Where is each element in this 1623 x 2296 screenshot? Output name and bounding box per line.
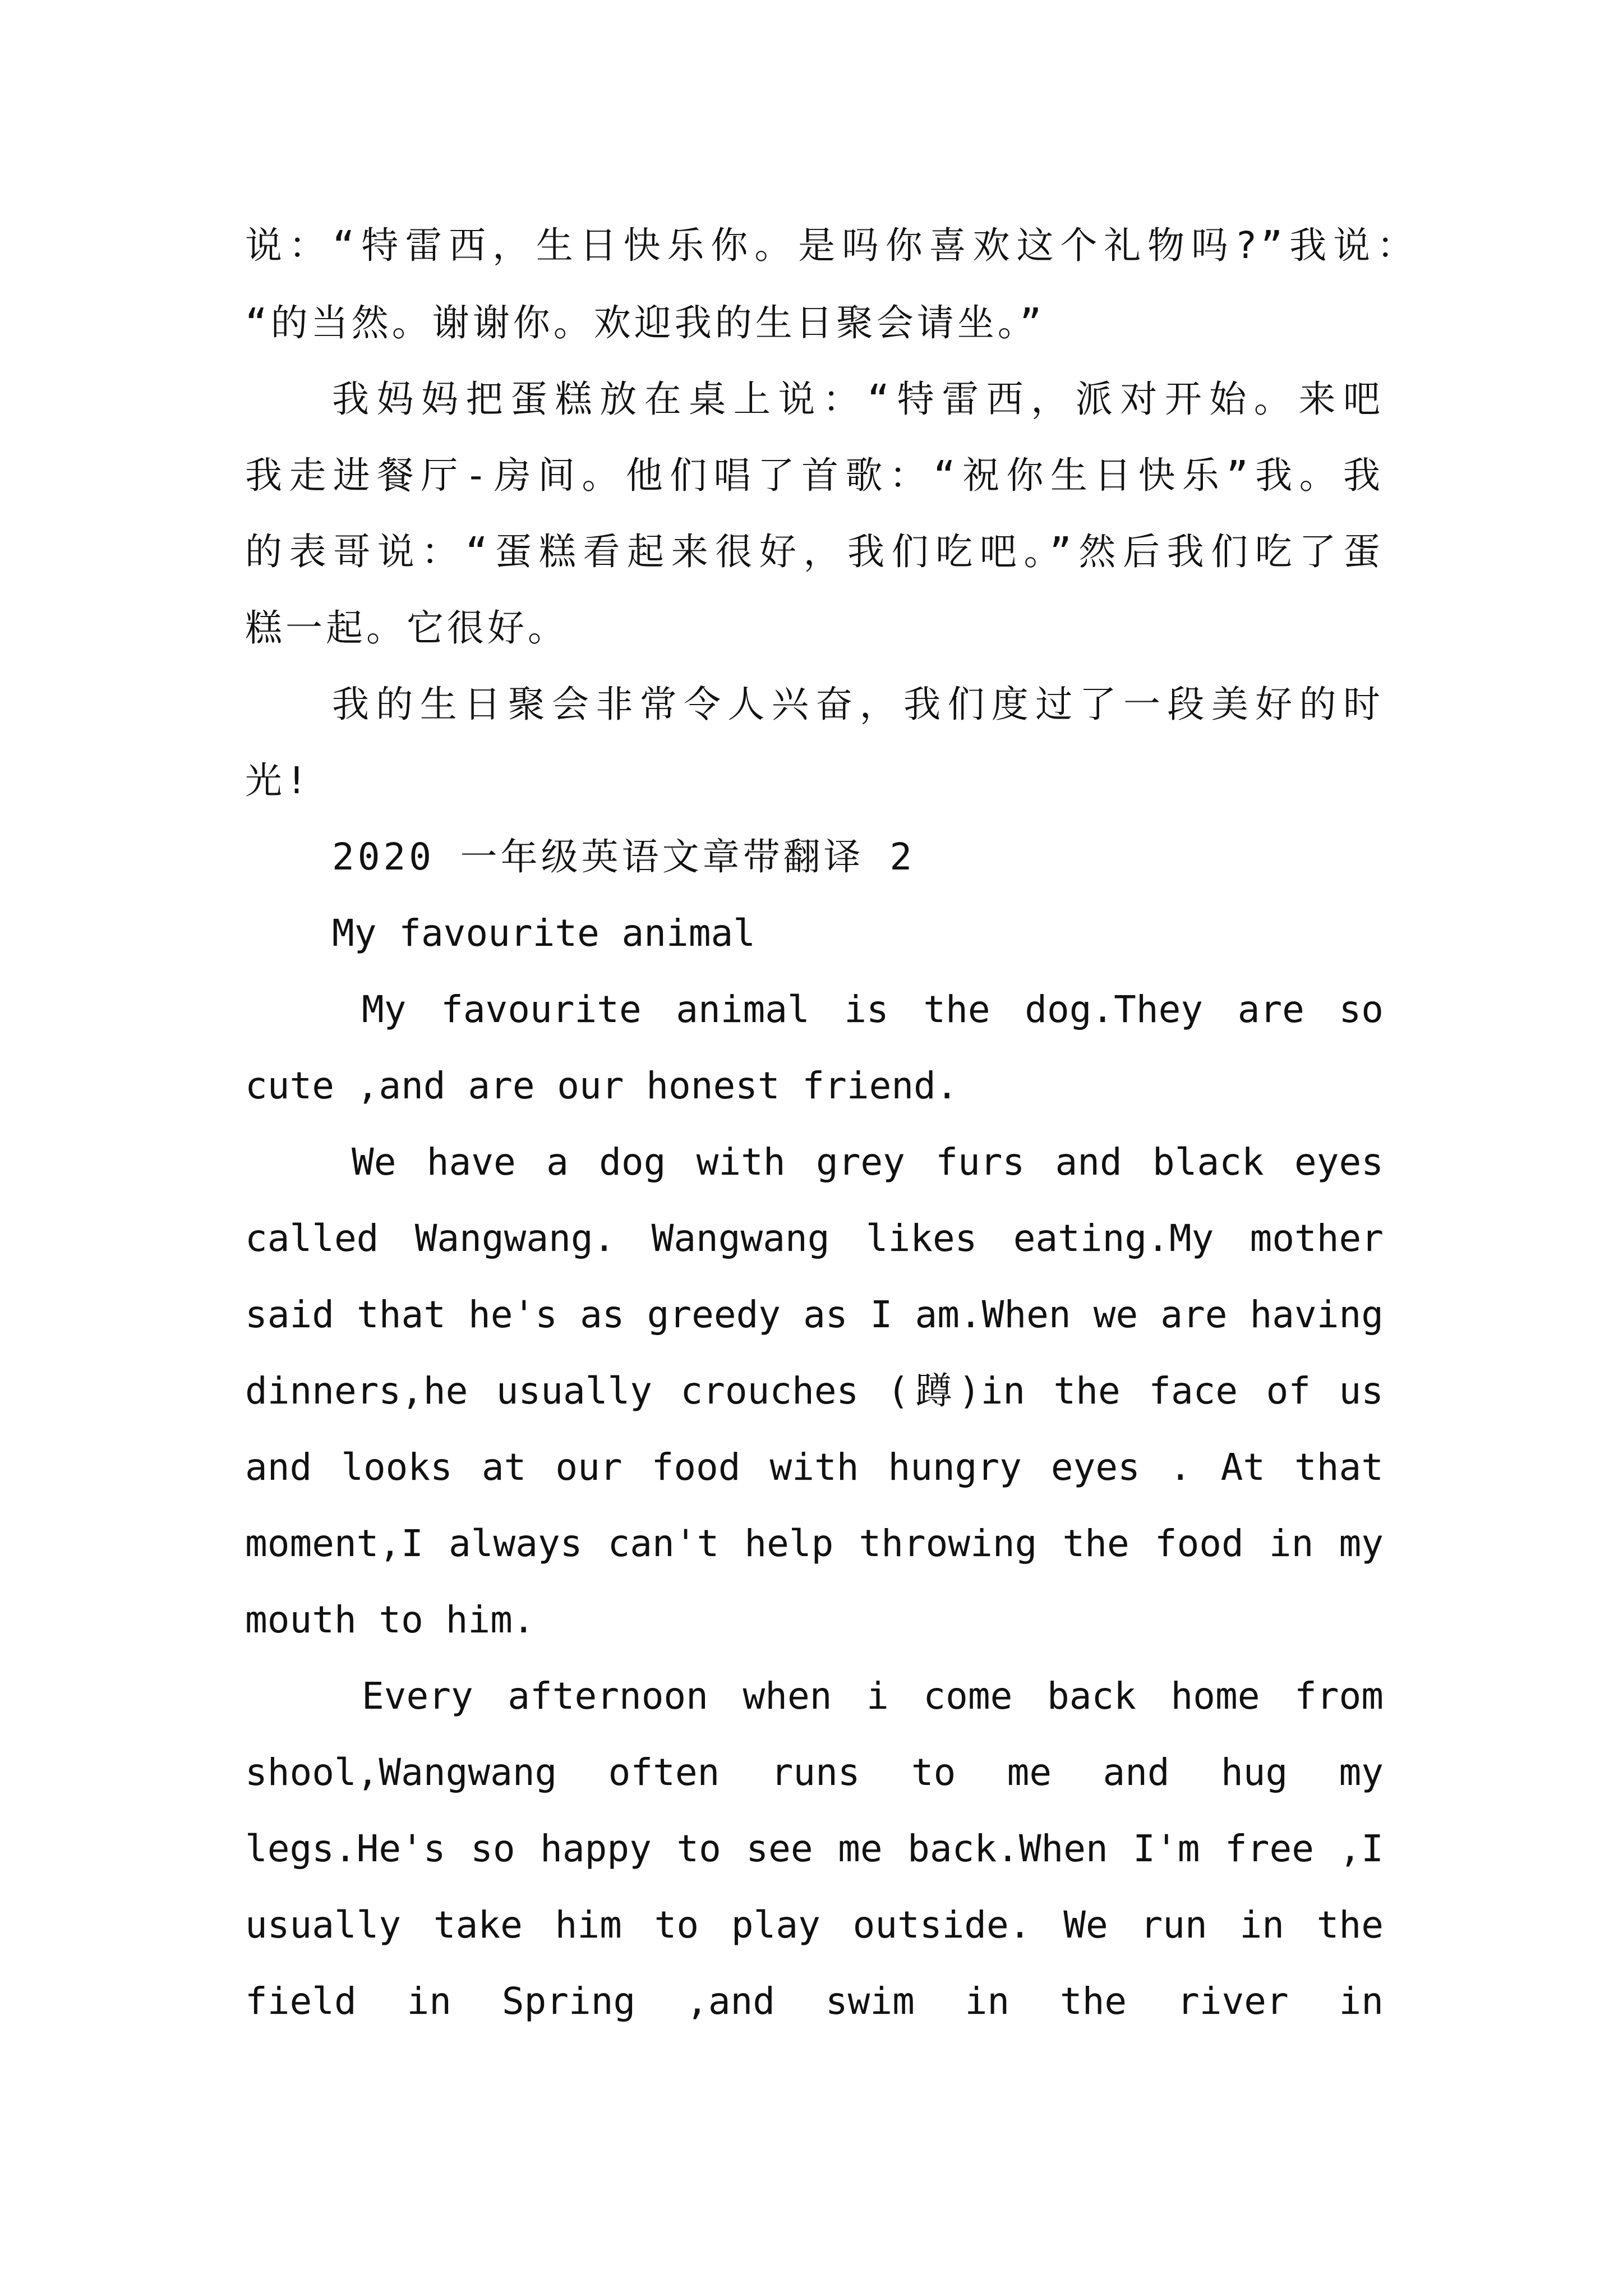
text-line: 我走进餐厅-房间。他们唱了首歌：“祝你生日快乐”我。我: [245, 454, 1384, 497]
text-line: 说：“特雷西，生日快乐你。是吗你喜欢这个礼物吗?”我说：: [245, 224, 1417, 267]
text-line: legs.He's so happy to see me back.When I'm free ,I: [245, 1827, 1384, 1870]
article-title: My favourite animal: [332, 912, 755, 955]
text-line: usually take him to play outside. We run in the: [245, 1903, 1384, 1947]
text-line: cute ,and are our honest friend.: [245, 1064, 958, 1107]
text-line: We have a dog with grey furs and black eyes: [352, 1140, 1384, 1184]
text-line: “的当然。谢谢你。欢迎我的生日聚会请坐。”: [245, 301, 1045, 344]
text-line: and looks at our food with hungry eyes . At that: [245, 1446, 1384, 1489]
text-line: shool,Wangwang often runs to me and hug my: [245, 1751, 1384, 1794]
text-line: 我的生日聚会非常令人兴奋，我们度过了一段美好的时: [332, 683, 1384, 726]
text-line: 光!: [245, 759, 311, 802]
text-line: My favourite animal is the dog.They are so: [362, 988, 1384, 1031]
text-line: moment,I always can't help throwing the food in my: [245, 1522, 1384, 1565]
text-line: 糕一起。它很好。: [245, 606, 568, 650]
text-line: 的表哥说：“蛋糕看起来很好，我们吃吧。”然后我们吃了蛋: [245, 530, 1384, 573]
text-line: dinners,he usually crouches (蹲)in the face of us: [245, 1369, 1384, 1412]
text-line: called Wangwang. Wangwang likes eating.My mother: [245, 1217, 1384, 1260]
text-line: said that he's as greedy as I am.When we are having: [245, 1293, 1384, 1336]
text-line: mouth to him.: [245, 1598, 535, 1641]
text-line: field in Spring ,and swim in the river in: [245, 1980, 1384, 2023]
text-line: Every afternoon when i come back home from: [362, 1674, 1384, 1718]
text-line: 我妈妈把蛋糕放在桌上说：“特雷西，派对开始。来吧: [332, 378, 1384, 421]
section-heading: 2020 一年级英语文章带翻译 2: [332, 835, 916, 878]
